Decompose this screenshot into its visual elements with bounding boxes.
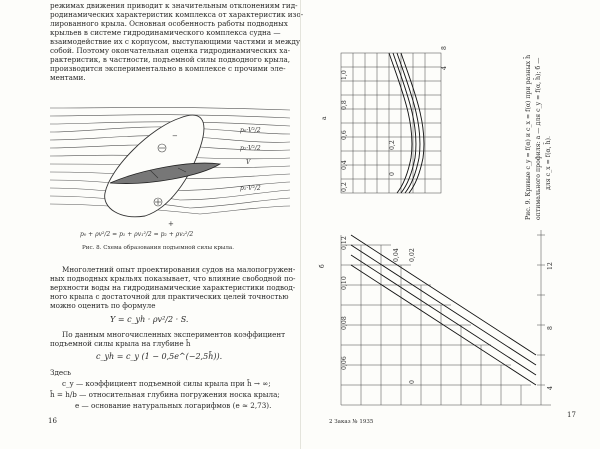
- chart-cx-alpha: [331, 225, 561, 415]
- tick-8: 8: [441, 46, 448, 50]
- intro-line: ментами.: [50, 73, 86, 82]
- definition-h: h̄ = h/b — относительная глубина погружения носка крыла;: [50, 390, 280, 399]
- figure-9-caption-line: Рис. 9. Кривые c_y = f(α) и c_x = f(α) при разных h̄: [525, 54, 532, 220]
- pressure-label-middle: [240, 145, 261, 152]
- tick-4b: 4: [547, 386, 554, 390]
- tick-0-02: 0,02: [409, 248, 416, 262]
- tick-0-10: 0,10: [341, 276, 348, 290]
- axis-label-a: a: [321, 116, 328, 120]
- para2-line: ных подводных крыльях показывает, что влияние свободной по-: [50, 274, 296, 283]
- tick-0-2b: 0,2: [389, 140, 396, 150]
- tick-4: 4: [441, 66, 448, 70]
- lift-formula: Y = c_yh · ρv²/2 · S.: [110, 315, 189, 324]
- svg-text:−: −: [172, 132, 178, 140]
- pressure-label-upper: [240, 127, 261, 134]
- tick-12: 12: [547, 262, 554, 270]
- para2-line: верхности воды на гидродинамические характеристики подвод-: [50, 283, 296, 292]
- figure-8-caption: Рис. 8. Схема образования подъемной силы крыла.: [82, 245, 235, 251]
- tick-0-12: 0,12: [341, 236, 348, 250]
- intro-line: собой. Поэтому окончательная оценка гидродинамических ха-: [50, 46, 291, 55]
- definition-cy: c_y — коэффициент подъемной силы крыла при h̄ → ∞;: [62, 379, 271, 388]
- footer-note: 2 Заказ № 1935: [329, 419, 374, 425]
- para2-line: можно оценить по формуле: [50, 301, 156, 310]
- zdes-label: Здесь: [50, 368, 72, 377]
- velocity-label: [246, 159, 251, 166]
- svg-text:V: V: [246, 159, 251, 166]
- tick-zero-b: 0: [409, 380, 416, 384]
- svg-text:p₁·V²/2: p₁·V²/2: [240, 185, 261, 192]
- figure-9-caption-line: оптимального профиля: а — для c_y = f(α, h̄); б —: [535, 57, 542, 220]
- tick-0-8: 0,8: [341, 100, 348, 110]
- bernoulli-formula: [80, 231, 193, 238]
- intro-line: родинамических характеристик комплекса от характеристик изо-: [50, 10, 304, 19]
- definition-e: e — основание натуральных логарифмов (e ≈ 2,73).: [75, 401, 272, 410]
- para3-line: подъемной силы крыла на глубине h̄: [50, 339, 191, 348]
- tick-0-2: 0,2: [341, 182, 348, 192]
- tick-0-6: 0,6: [341, 130, 348, 140]
- tick-0-08: 0,08: [341, 316, 348, 330]
- svg-text:p₂·V²/2: p₂·V²/2: [240, 145, 261, 152]
- para2-line: ного крыла с достаточной для практических целей точностью: [50, 292, 289, 301]
- page-number-right: 17: [567, 411, 576, 419]
- intro-line: режимах движения приводит к значительным отклонениям гид-: [50, 1, 298, 10]
- axis-label-b: б: [319, 264, 326, 268]
- svg-text:p₀·V²/2: p₀·V²/2: [240, 127, 261, 134]
- depth-formula: c_yh = c_y (1 − 0,5e^(−2,5h̄)).: [96, 352, 223, 361]
- tick-zero: 0: [389, 172, 396, 176]
- intro-line: лированного крыла. Основная особенность работы подводных: [50, 19, 288, 28]
- tick-0-4: 0,4: [341, 160, 348, 170]
- para2-line: Многолетний опыт проектирования судов на малопогружен-: [62, 265, 296, 274]
- tick-1-0: 1,0: [341, 70, 348, 80]
- intro-line: рактеристик, в частности, подъемной силы подводного крыла,: [50, 55, 291, 64]
- pressure-label-lower: [240, 185, 261, 192]
- para3-line: По данным многочисленных экспериментов коэффициент: [62, 330, 286, 339]
- intro-line: крыльев в системе гидродинамического комплекса судна —: [50, 28, 281, 37]
- svg-text:p₀ + ρv²/2 = p₁ + ρv₁²/2 = p₂: p₀ + ρv²/2 = p₁ + ρv₁²/2 = p₂ + ρv₂²/2: [80, 231, 194, 238]
- intro-line: производится экспериментально в комплексе с прочими эле-: [50, 64, 286, 73]
- svg-text:+: +: [168, 220, 174, 228]
- figure-9-caption-line: для c_x = f(α, h̄).: [545, 136, 552, 190]
- minus-label: [172, 132, 178, 140]
- intro-line: взаимодействие их с корпусом, выступающими частями и между: [50, 37, 301, 46]
- right-page: [300, 0, 600, 449]
- tick-0-06: 0,06: [341, 356, 348, 370]
- plus-label: [168, 220, 174, 228]
- figure-8-lift-diagram: [50, 98, 290, 240]
- tick-8b: 8: [547, 326, 554, 330]
- page-number-left: 16: [48, 417, 57, 425]
- tick-0-04: 0,04: [393, 248, 400, 262]
